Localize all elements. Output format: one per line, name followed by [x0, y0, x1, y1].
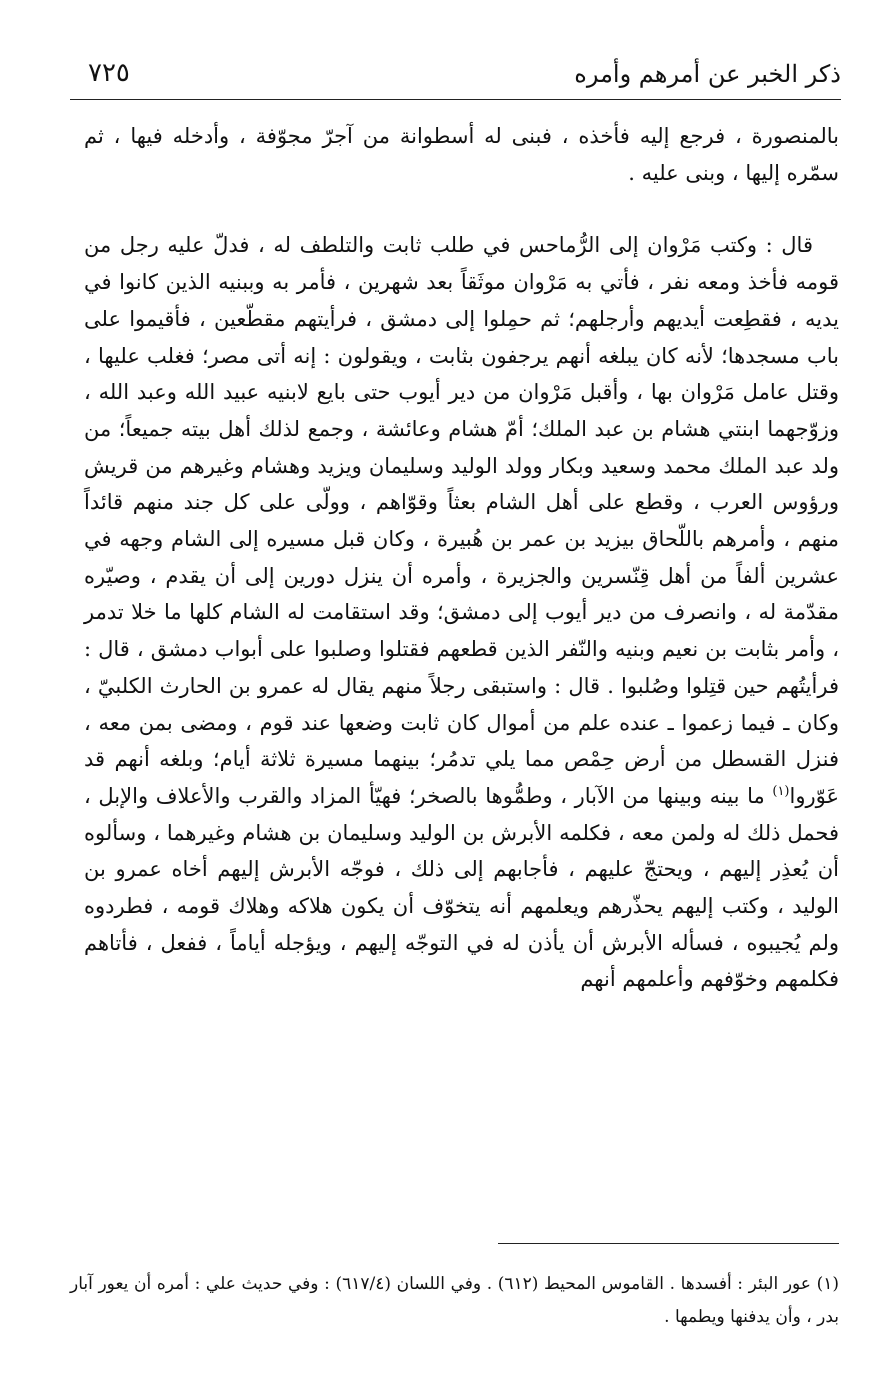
paragraph-2-part-2: ما بينه وبينها من الآبار ، وطمُّوها بالصخر؛ فهيّأ المزاد والقرب والأعلاف والإبل ، فحمل ذلك له ولمن معه ، فكلمه الأبرش بن الوليد وسليمان بن هشام وغيرهما ، وسألوه أن يُعذِر إليهم ، ويحتجّ عليهم ، فأجابهم إلى ذلك ، فوجّه الأبرش إليهم أخاه عمرو بن الوليد ، وكتب إليهم يحذّرهم ويعلمهم أنه يتخوّف أن يكون هلاكه وهلاك قومه ، فطردوه ولم يُجيبوه ، فسأله الأبرش أن يأذن له في التوجّه إليهم ، ويؤجله أياماً ، ففعل ، فأتاهم فكلمهم وخوّفهم وأعلمهم أنهم	[84, 783, 839, 992]
page-number: ٧٢٥	[88, 58, 130, 88]
paragraph-gap	[84, 191, 839, 227]
footnote-rule	[498, 1243, 839, 1244]
paragraph-2-part-1: قال : وكتب مَرْوان إلى الرُّماحس في طلب ثابت والتلطف له ، فدلّ عليه رجل من قومه فأخذ ومعه نفر ، فأتي به مَرْوان موثَقاً بعد شهرين ، فأمر به وببنيه الذين كانوا في يديه ، فقطِعت أيديهم وأرجلهم؛ ثم حمِلوا إلى دمشق ، فرأيتهم مقطّعين ، فأقيموا على باب مسجدها؛ لأنه كان يبلغه أنهم يرجفون بثابت ، ويقولون : إنه أتى مصر؛ فغلب عليها ، وقتل عامل مَرْوان بها ، وأقبل مَرْوان من دير أيوب حتى بايع لابنيه عبيد الله وعبد الله ، وزوّجهما ابنتي هشام بن عبد الملك؛ أمّ هشام وعائشة ، وجمع لذلك أهل بيته جميعاً؛ من ولد عبد الملك محمد وسعيد وبكار وولد الوليد وسليمان ويزيد وهشام وغيرهم من قريش ورؤوس العرب ، وقطع على أهل الشام بعثاً وقوّاهم ، وولّى على كل جند منهم قائداً منهم ، وأمرهم باللّحاق بيزيد بن عمر بن هُبيرة ، وكان قبل مسيره إلى الشام وجهه في عشرين ألفاً من أهل قِنّسرين والجزيرة ، وأمره أن ينزل دورين إلى أن يقدم ، وصيّره مقدّمة له ، وانصرف من دير أيوب إلى دمشق؛ وقد استقامت له الشام كلها ما خلا تدمر ، وأمر بثابت بن نعيم وبنيه والنّفر الذين قطعهم فقتلوا وصلبوا على أبواب دمشق ، قال : فرأيتُهم حين قتِلوا وصُلبوا . قال : واستبقى رجلاً منهم يقال له عمرو بن الحارث الكلبيّ ، وكان ـ فيما زعموا ـ عنده علم من أموال كان ثابت وضعها عند قوم ، ومضى بمن معه ، فنزل القسطل من أرض حِمْص مما يلي تدمُر؛ بينهما مسيرة ثلاثة أيام؛ وبلغه أنهم قد عَوّروا	[84, 233, 839, 808]
header-rule	[70, 99, 841, 100]
footnote-ref: (١)	[772, 783, 790, 799]
footnote-1: (١) عور البئر : أفسدها . القاموس المحيط (٦١٢) . وفي اللسان (٦١٧/٤) : وفي حديث علي : أمره أن يعور آبار بدر ، وأن يدفنها ويطمها .	[70, 1274, 839, 1327]
main-text	[84, 118, 839, 998]
paragraph-1: بالمنصورة ، فرجع إليه فأخذه ، فبنى له أسطوانة من آجرّ مجوّفة ، وأدخله فيها ، ثم سمّره إليها ، وبنى عليه .	[84, 124, 839, 185]
footnotes	[70, 1268, 839, 1334]
paragraph-2	[84, 227, 839, 998]
running-title: ذكر الخبر عن أمرهم وأمره	[574, 60, 841, 88]
page-header	[70, 52, 841, 96]
